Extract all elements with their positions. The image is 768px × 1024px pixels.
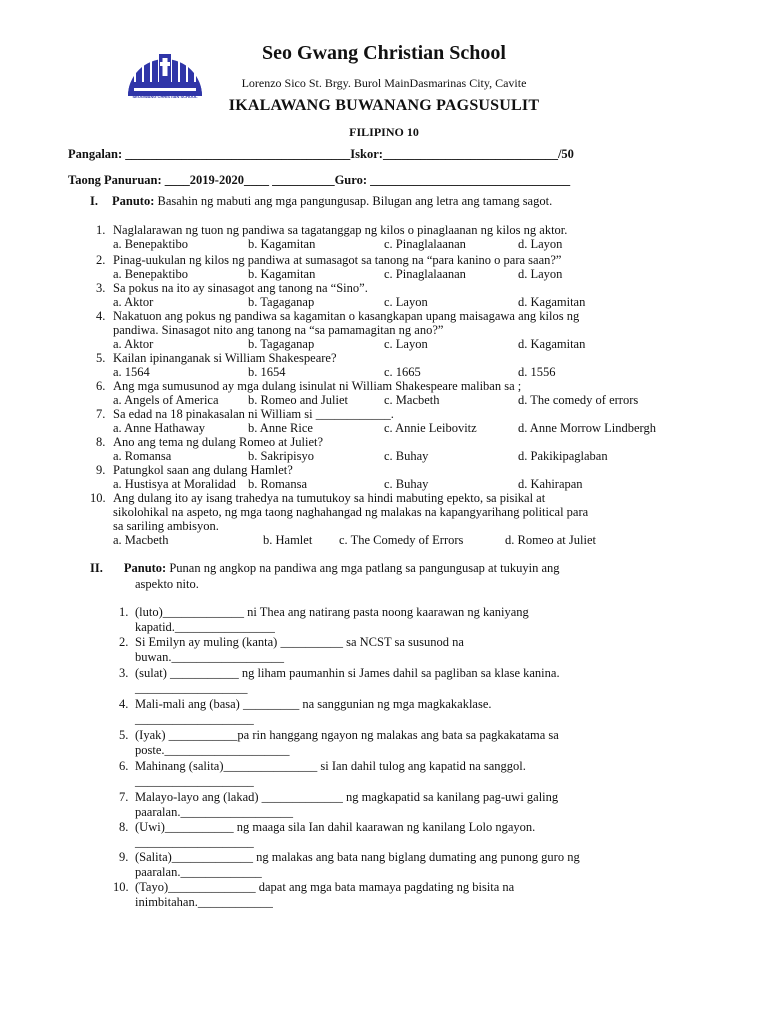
answer-choice: a. Benepaktibo <box>113 237 188 251</box>
answer-choice: d. Anne Morrow Lindbergh <box>518 421 656 435</box>
item-text: Malayo-layo ang (lakad) _____________ ng magkapatid sa kanilang pag-uwi galing <box>135 790 559 804</box>
question-text: Sa edad na 18 pinakasalan ni William si ____________. <box>113 407 394 421</box>
answer-choice: b. Anne Rice <box>248 421 313 435</box>
item-text: inimbitahan.____________ <box>135 895 273 909</box>
school-year-teacher-line: Taong Panuruan: ____2019-2020____ __________Guro: ________________________________ <box>68 173 571 187</box>
question-text: Ang dulang ito ay isang trahedya na tumutukoy sa hindi mabuting epekto, sa pisikal at <box>113 491 546 505</box>
item-text: ___________________ <box>135 774 254 788</box>
item-number: 4. <box>119 697 129 711</box>
logo-text: SEOGWANG CHRISTIAN SCHOOL <box>132 94 198 99</box>
answer-choice: d. Romeo at Juliet <box>505 533 596 547</box>
item-text: poste.____________________ <box>135 743 290 757</box>
answer-choice: d. Layon <box>518 237 563 251</box>
part1-numeral: I. <box>90 194 98 208</box>
answer-choice: d. Kagamitan <box>518 337 586 351</box>
answer-choice: c. Layon <box>384 337 428 351</box>
item-text: (luto)_____________ ni Thea ang natirang pasta noong kaarawan ng kaniyang <box>135 605 529 619</box>
answer-choice: d. Layon <box>518 267 563 281</box>
question-number: 5. <box>96 351 106 365</box>
part1-heading <box>90 194 552 209</box>
answer-choice: c. Layon <box>384 295 428 309</box>
answer-choice: a. Angels of America <box>113 393 219 407</box>
answer-choice: b. Hamlet <box>263 533 313 547</box>
item-number: 5. <box>119 728 129 742</box>
answer-choice: c. Annie Leibovitz <box>384 421 477 435</box>
answer-choice: b. Sakripisyo <box>248 449 314 463</box>
answer-choice: d. Kahirapan <box>518 477 583 491</box>
answer-choice: a. Benepaktibo <box>113 267 188 281</box>
subject-title: FILIPINO 10 <box>349 125 419 139</box>
answer-choice: b. Kagamitan <box>248 237 316 251</box>
question-text: sikolohikal na aspeto, ng mga taong naghahangad ng malakas na kapangyarihang political para <box>113 505 589 519</box>
item-number: 9. <box>119 850 129 864</box>
item-number: 7. <box>119 790 129 804</box>
question-text: pandiwa. Sinasagot nito ang tanong na “sa pamamagitan ng ano?” <box>113 323 444 337</box>
part2-numeral: II. <box>90 561 103 575</box>
question-text: sa sariling ambisyon. <box>113 519 219 533</box>
question-number: 3. <box>96 281 106 295</box>
question-text: Sa pokus na ito ay sinasagot ang tanong na “Sino”. <box>113 281 368 295</box>
item-number: 1. <box>119 605 129 619</box>
question-text: Ano ang tema ng dulang Romeo at Juliet? <box>113 435 324 449</box>
question-number: 4. <box>96 309 106 323</box>
answer-choice: a. Hustisya at Moralidad <box>113 477 236 491</box>
item-number: 8. <box>119 820 129 834</box>
item-text: paaralan.__________________ <box>135 805 293 819</box>
school-address: Lorenzo Sico St. Brgy. Burol MainDasmarinas City, Cavite <box>241 76 527 90</box>
question-text: Ang mga sumusunod ay mga dulang isinulat ni William Shakespeare maliban sa ; <box>113 379 522 393</box>
question-text: Patungkol saan ang dulang Hamlet? <box>113 463 293 477</box>
question-number: 10. <box>90 491 106 505</box>
answer-choice: c. Pinaglalaanan <box>384 237 466 251</box>
answer-choice: d. The comedy of errors <box>518 393 639 407</box>
answer-choice: d. Kagamitan <box>518 295 586 309</box>
item-text: ___________________ <box>135 712 254 726</box>
answer-choice: b. Romansa <box>248 477 308 491</box>
answer-choice: b. Tagaganap <box>248 295 315 309</box>
item-text: (Tayo)______________ dapat ang mga bata mamaya pagdating ng bisita na <box>135 880 515 894</box>
part2-instr-label: Panuto: <box>123 561 167 575</box>
answer-choice: a. 1564 <box>113 365 150 379</box>
answer-choice: c. 1665 <box>384 365 421 379</box>
answer-choice: b. Tagaganap <box>248 337 315 351</box>
part1-instr-text: Basahin ng mabuti ang mga pangungusap. Bilugan ang letra ang tamang sagot. <box>154 194 553 208</box>
question-text: Kailan ipinanganak si William Shakespeare? <box>113 351 337 365</box>
part2-heading <box>90 561 560 576</box>
answer-choice: a. Aktor <box>113 295 154 309</box>
answer-choice: c. Macbeth <box>384 393 440 407</box>
question-text: Naglalarawan ng tuon ng pandiwa sa tagatanggap ng kilos o pinaglaanan ng kilos ng aktor. <box>113 223 568 237</box>
item-text: Mali-mali ang (basa) _________ na sanggunian ng mga magkakaklase. <box>135 697 492 711</box>
answer-choice: c. Buhay <box>384 449 429 463</box>
question-number: 6. <box>96 379 106 393</box>
question-number: 2. <box>96 253 106 267</box>
school-name: Seo Gwang Christian School <box>262 42 506 64</box>
question-text: Pinag-uukulan ng kilos ng pandiwa at sumasagot sa tanong na “para kanino o para saan?” <box>113 253 562 267</box>
part1-instr-label: Panuto: <box>112 194 155 208</box>
item-text: (Uwi)___________ ng maaga sila Ian dahil kaarawan ng kanilang Lolo ngayon. <box>135 820 536 834</box>
question-number: 1. <box>96 223 106 237</box>
item-text: (Salita)_____________ ng malakas ang bata nang biglang dumating ang punong guro ng <box>135 850 580 864</box>
answer-choice: b. Romeo and Juliet <box>248 393 348 407</box>
answer-choice: c. Pinaglalaanan <box>384 267 466 281</box>
item-text: (sulat) ___________ ng liham paumanhin si James dahil sa pagliban sa klase kanina. <box>135 666 560 680</box>
answer-choice: b. 1654 <box>248 365 286 379</box>
name-score-line: Pangalan: ____________________________________Iskor:____________________________/50 <box>68 147 574 161</box>
part2-instr-text-2: aspekto nito. <box>135 577 199 591</box>
item-text: kapatid.________________ <box>135 620 275 634</box>
answer-choice: a. Aktor <box>113 337 154 351</box>
answer-choice: a. Romansa <box>113 449 172 463</box>
item-text: Mahinang (salita)_______________ si Ian dahil tulog ang kapatid na sanggol. <box>135 759 526 773</box>
answer-choice: c. The Comedy of Errors <box>339 533 464 547</box>
item-text: __________________ <box>135 681 248 695</box>
answer-choice: c. Buhay <box>384 477 429 491</box>
question-number: 9. <box>96 463 106 477</box>
item-text: buwan.__________________ <box>135 650 284 664</box>
exam-title: IKALAWANG BUWANANG PAGSUSULIT <box>228 97 540 114</box>
item-number: 10. <box>113 880 129 894</box>
answer-choice: a. Anne Hathaway <box>113 421 205 435</box>
item-text: ___________________ <box>135 835 254 849</box>
answer-choice: d. 1556 <box>518 365 556 379</box>
item-text: Si Emilyn ay muling (kanta) __________ sa NCST sa susunod na <box>135 635 464 649</box>
answer-choice: b. Kagamitan <box>248 267 316 281</box>
part2-instr-text-1: Punan ng angkop na pandiwa ang mga patlang sa pangungusap at tukuyin ang <box>166 561 560 575</box>
item-number: 6. <box>119 759 129 773</box>
item-text: (Iyak) ___________pa rin hanggang ngayon ng malakas ang bata sa pagkakatama sa <box>135 728 559 742</box>
answer-choice: d. Pakikipaglaban <box>518 449 608 463</box>
question-text: Nakatuon ang pokus ng pandiwa sa kagamitan o kasangkapan upang maisagawa ang kilos ng <box>113 309 580 323</box>
item-number: 2. <box>119 635 129 649</box>
item-text: paaralan._____________ <box>135 865 262 879</box>
answer-choice: a. Macbeth <box>113 533 169 547</box>
question-number: 7. <box>96 407 106 421</box>
item-number: 3. <box>119 666 129 680</box>
question-number: 8. <box>96 435 106 449</box>
